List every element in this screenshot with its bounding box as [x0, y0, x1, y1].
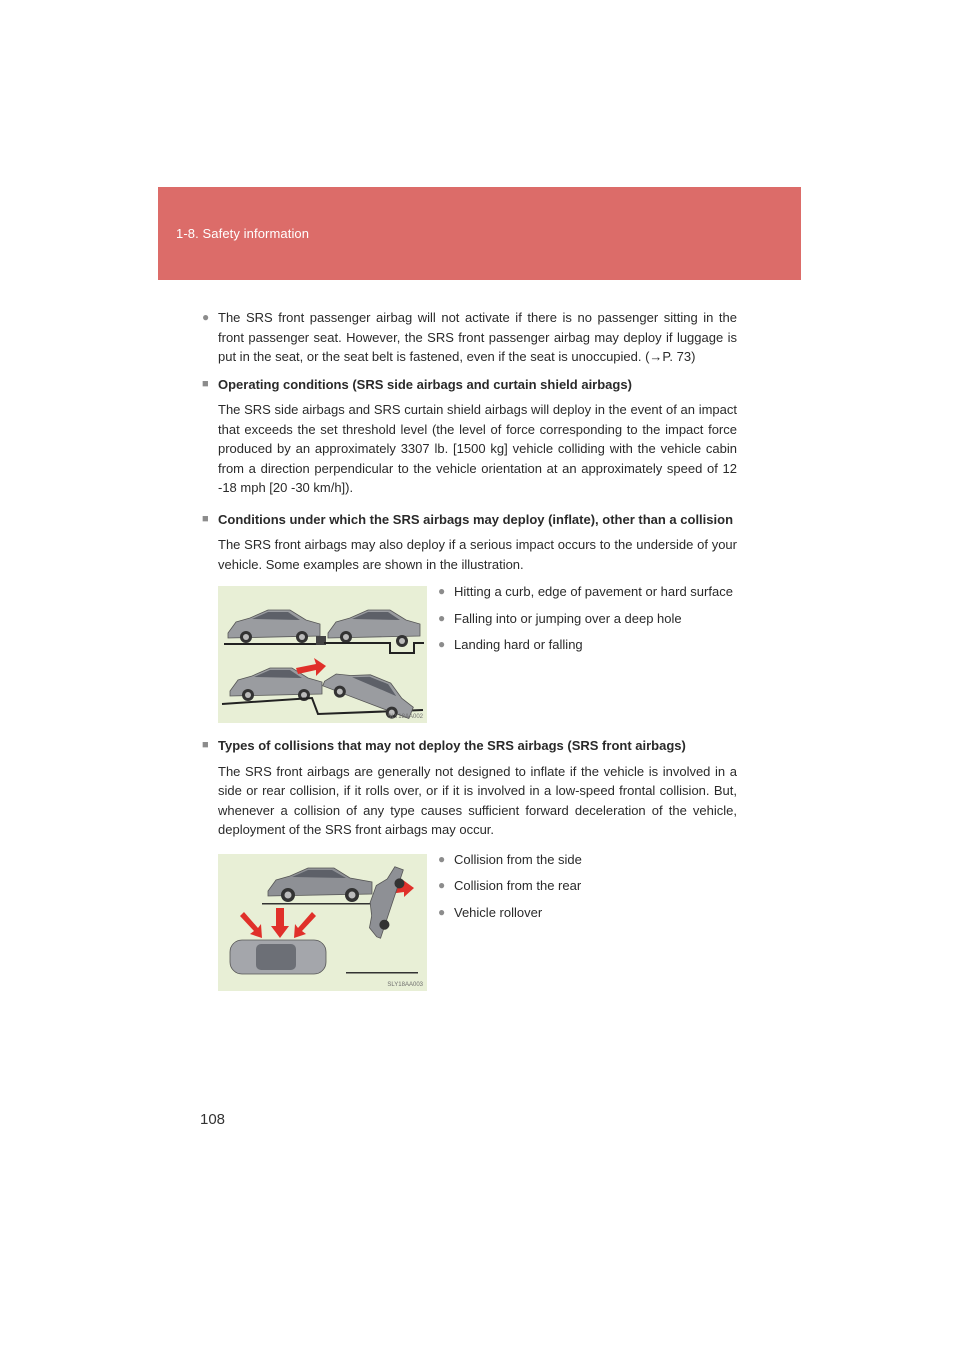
collision-illustration-svg	[218, 854, 427, 991]
underbody-impact-illustration	[218, 586, 427, 723]
circle-bullet-icon: ●	[438, 904, 446, 919]
circle-bullet-icon: ●	[438, 851, 446, 866]
section-heading-operating-conditions: ■ Operating conditions (SRS side airbags and curtain shield airbags)	[202, 375, 737, 395]
circle-bullet-icon: ●	[438, 637, 446, 651]
car-impact-illustration-svg	[218, 586, 427, 723]
square-bullet-icon: ■	[202, 512, 209, 525]
list-item: ● Collision from the side	[438, 850, 733, 870]
list-item: ● Collision from the rear	[438, 876, 733, 896]
circle-bullet-icon: ●	[438, 584, 446, 598]
list-item: ● Landing hard or falling	[438, 635, 733, 655]
square-bullet-icon: ■	[202, 739, 209, 751]
section-body-non-deploy-collisions: The SRS front airbags are generally not designed to inflate if the vehicle is involved in a side or rear collision, if it rolls over, or if it is involved in a low-speed frontal collision. But, whenever a collision of any type causes sufficient forward deceleration of the vehicle, deployment of the SRS front airbags may occur.	[218, 763, 737, 837]
list-item: ● Hitting a curb, edge of pavement or hard surface	[438, 582, 733, 602]
square-bullet-icon: ■	[202, 377, 209, 390]
section-heading-non-collision-deploy: ■ Conditions under which the SRS airbags may deploy (inflate), other than a collision	[202, 510, 737, 530]
page-number: 108	[200, 1111, 226, 1128]
figure-row-collisions	[218, 850, 737, 992]
section-title: 1-8. Safety information	[176, 226, 310, 241]
figure-code: SLY18AA002	[387, 714, 423, 720]
collision-types-illustration	[218, 854, 427, 991]
figure-code: SLY18AA003	[387, 981, 423, 988]
circle-bullet-icon: ●	[202, 310, 210, 324]
page-content	[202, 308, 737, 992]
list-item: ● Vehicle rollover	[438, 903, 733, 923]
list-item: ● Falling into or jumping over a deep hole	[438, 609, 733, 629]
section-heading-non-deploy-collisions: ■ Types of collisions that may not deploy the SRS airbags (SRS front airbags)	[202, 736, 737, 756]
figure-row-impacts	[218, 582, 737, 724]
circle-bullet-icon: ●	[438, 610, 446, 625]
collision-bullets	[438, 850, 733, 930]
intro-bullet	[202, 308, 737, 367]
circle-bullet-icon: ●	[438, 878, 446, 892]
impact-bullets	[438, 582, 733, 662]
section-body-operating-conditions: The SRS side airbags and SRS curtain shield airbags will deploy in the event of an impact that exceeds the set threshold level (the level of force corresponding to the impact force produced by an approximately 3307 lb. [1500 kg] vehicle colliding with the vehicle cabin from a direction perpendicular to the vehicle orientation at an approximately speed of 12 -18 mph [20 -30 km/h]).	[218, 402, 737, 495]
section-body-non-collision-deploy: The SRS front airbags may also deploy if a serious impact occurs to the underside of your vehicle. Some examples are shown in the illustration.	[218, 537, 737, 572]
intro-bullet-text: The SRS front passenger airbag will not activate if there is no passenger sitting in the front passenger seat. However, the SRS front passenger airbag may deploy if luggage is put in the seat, or the seat belt is fastened, even if the seat is unoccupied. (→P. 73)	[218, 310, 737, 364]
